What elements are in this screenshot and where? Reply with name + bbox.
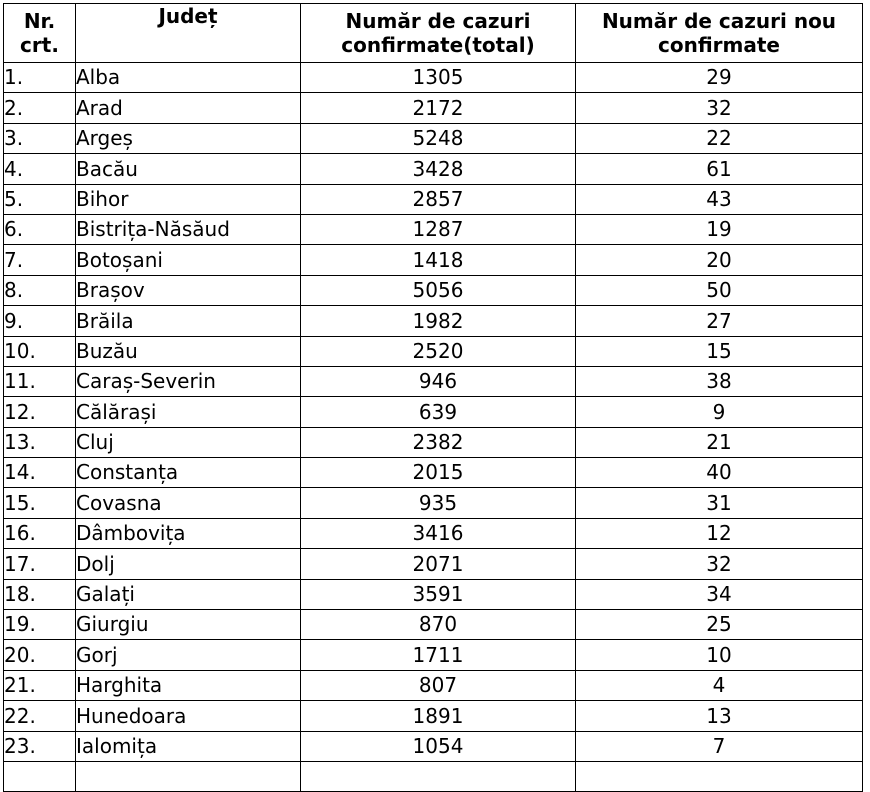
cell-new-cases: 31 (576, 488, 863, 518)
cell-total-cases: 2015 (301, 458, 576, 488)
cell-total-cases: 1711 (301, 640, 576, 670)
table-row (4, 731, 863, 761)
header-nr-line-1: Nr. (23, 9, 56, 33)
header-judet-line-1: Județ (158, 4, 218, 28)
table-row (4, 458, 863, 488)
table-row (4, 640, 863, 670)
cell-new-cases: 21 (576, 427, 863, 457)
table-row (4, 670, 863, 700)
cell-judet: Gorj (76, 640, 301, 670)
table-row (4, 579, 863, 609)
cell-judet: Brașov (76, 275, 301, 305)
cell-new-cases: 9 (576, 397, 863, 427)
cell-new-cases: 4 (576, 670, 863, 700)
cell-new-cases: 34 (576, 579, 863, 609)
cell-new-cases: 27 (576, 306, 863, 336)
table-row (4, 518, 863, 548)
cell-nr: 10. (4, 336, 76, 366)
header-nr-line-2: crt. (20, 33, 59, 57)
cell-new-cases (576, 761, 863, 791)
cell-new-cases: 29 (576, 63, 863, 93)
cell-nr: 8. (4, 275, 76, 305)
cell-judet: Constanța (76, 458, 301, 488)
cell-total-cases: 2520 (301, 336, 576, 366)
cell-total-cases: 1418 (301, 245, 576, 275)
cell-nr: 5. (4, 184, 76, 214)
cell-total-cases: 870 (301, 610, 576, 640)
cell-nr: 2. (4, 93, 76, 123)
table-row (4, 427, 863, 457)
cell-judet: Bistrița-Năsăud (76, 214, 301, 244)
cell-new-cases: 40 (576, 458, 863, 488)
table-row (4, 761, 863, 791)
cell-new-cases: 7 (576, 731, 863, 761)
table-row (4, 184, 863, 214)
cell-total-cases: 2172 (301, 93, 576, 123)
cell-nr: 4. (4, 154, 76, 184)
cell-total-cases: 2857 (301, 184, 576, 214)
cell-total-cases: 3591 (301, 579, 576, 609)
cell-nr: 6. (4, 214, 76, 244)
cell-new-cases: 10 (576, 640, 863, 670)
table-row (4, 488, 863, 518)
cell-new-cases: 22 (576, 123, 863, 153)
header-new-line-2: confirmate (658, 33, 780, 57)
cell-nr: 18. (4, 579, 76, 609)
cell-nr: 13. (4, 427, 76, 457)
header-new-line-1: Număr de cazuri nou (601, 9, 837, 33)
cell-nr: 23. (4, 731, 76, 761)
table-row (4, 366, 863, 396)
cell-total-cases: 946 (301, 366, 576, 396)
header-total (301, 4, 576, 63)
header-row (4, 4, 863, 63)
cell-judet: Hunedoara (76, 701, 301, 731)
cell-total-cases: 3416 (301, 518, 576, 548)
cell-nr: 22. (4, 701, 76, 731)
cell-judet: Caraș-Severin (76, 366, 301, 396)
table-row (4, 306, 863, 336)
table-row (4, 154, 863, 184)
cell-nr: 17. (4, 549, 76, 579)
cell-new-cases: 43 (576, 184, 863, 214)
table-row (4, 214, 863, 244)
cell-new-cases: 61 (576, 154, 863, 184)
cell-judet: Brăila (76, 306, 301, 336)
cell-judet: Argeș (76, 123, 301, 153)
cell-nr: 14. (4, 458, 76, 488)
cell-total-cases: 1982 (301, 306, 576, 336)
table-row (4, 63, 863, 93)
cell-nr: 3. (4, 123, 76, 153)
header-total-line-1: Număr de cazuri (345, 9, 531, 33)
cell-judet: Buzău (76, 336, 301, 366)
cell-judet: Botoșani (76, 245, 301, 275)
cell-judet: Călărași (76, 397, 301, 427)
cell-nr: 11. (4, 366, 76, 396)
cell-new-cases: 25 (576, 610, 863, 640)
cell-judet: Galați (76, 579, 301, 609)
cell-total-cases: 1054 (301, 731, 576, 761)
cell-judet: Bihor (76, 184, 301, 214)
cell-total-cases: 1305 (301, 63, 576, 93)
cell-new-cases: 38 (576, 366, 863, 396)
table-header (4, 4, 863, 63)
cell-total-cases: 1287 (301, 214, 576, 244)
header-new (576, 4, 863, 63)
cases-table (3, 3, 863, 792)
cell-judet: Dâmbovița (76, 518, 301, 548)
cell-judet: Harghita (76, 670, 301, 700)
table-row (4, 397, 863, 427)
cell-judet: Ialomița (76, 731, 301, 761)
cell-judet (76, 761, 301, 791)
cell-nr: 19. (4, 610, 76, 640)
table-row (4, 93, 863, 123)
cell-nr: 21. (4, 670, 76, 700)
cell-judet: Giurgiu (76, 610, 301, 640)
cell-new-cases: 13 (576, 701, 863, 731)
cell-nr: 20. (4, 640, 76, 670)
cell-new-cases: 32 (576, 93, 863, 123)
header-nr (4, 4, 76, 63)
cell-judet: Arad (76, 93, 301, 123)
cell-total-cases: 3428 (301, 154, 576, 184)
cell-total-cases: 639 (301, 397, 576, 427)
cell-new-cases: 15 (576, 336, 863, 366)
cell-judet: Cluj (76, 427, 301, 457)
cell-new-cases: 20 (576, 245, 863, 275)
cell-nr (4, 761, 76, 791)
header-total-line-2: confirmate(total) (341, 33, 535, 57)
cell-nr: 9. (4, 306, 76, 336)
cell-nr: 7. (4, 245, 76, 275)
cell-nr: 12. (4, 397, 76, 427)
cell-judet: Covasna (76, 488, 301, 518)
cell-total-cases: 807 (301, 670, 576, 700)
cell-total-cases (301, 761, 576, 791)
cell-judet: Bacău (76, 154, 301, 184)
cell-nr: 16. (4, 518, 76, 548)
table-row (4, 275, 863, 305)
cell-total-cases: 5248 (301, 123, 576, 153)
cell-total-cases: 5056 (301, 275, 576, 305)
cell-new-cases: 19 (576, 214, 863, 244)
header-judet (76, 4, 301, 63)
cell-new-cases: 50 (576, 275, 863, 305)
table-row (4, 336, 863, 366)
table-row (4, 123, 863, 153)
cell-total-cases: 2071 (301, 549, 576, 579)
cell-judet: Alba (76, 63, 301, 93)
cell-total-cases: 2382 (301, 427, 576, 457)
cell-total-cases: 935 (301, 488, 576, 518)
cell-nr: 1. (4, 63, 76, 93)
table-row (4, 549, 863, 579)
table-row (4, 245, 863, 275)
cell-nr: 15. (4, 488, 76, 518)
table-row (4, 701, 863, 731)
cell-judet: Dolj (76, 549, 301, 579)
table-body (4, 63, 863, 792)
cell-new-cases: 12 (576, 518, 863, 548)
cell-total-cases: 1891 (301, 701, 576, 731)
table-row (4, 610, 863, 640)
cell-new-cases: 32 (576, 549, 863, 579)
